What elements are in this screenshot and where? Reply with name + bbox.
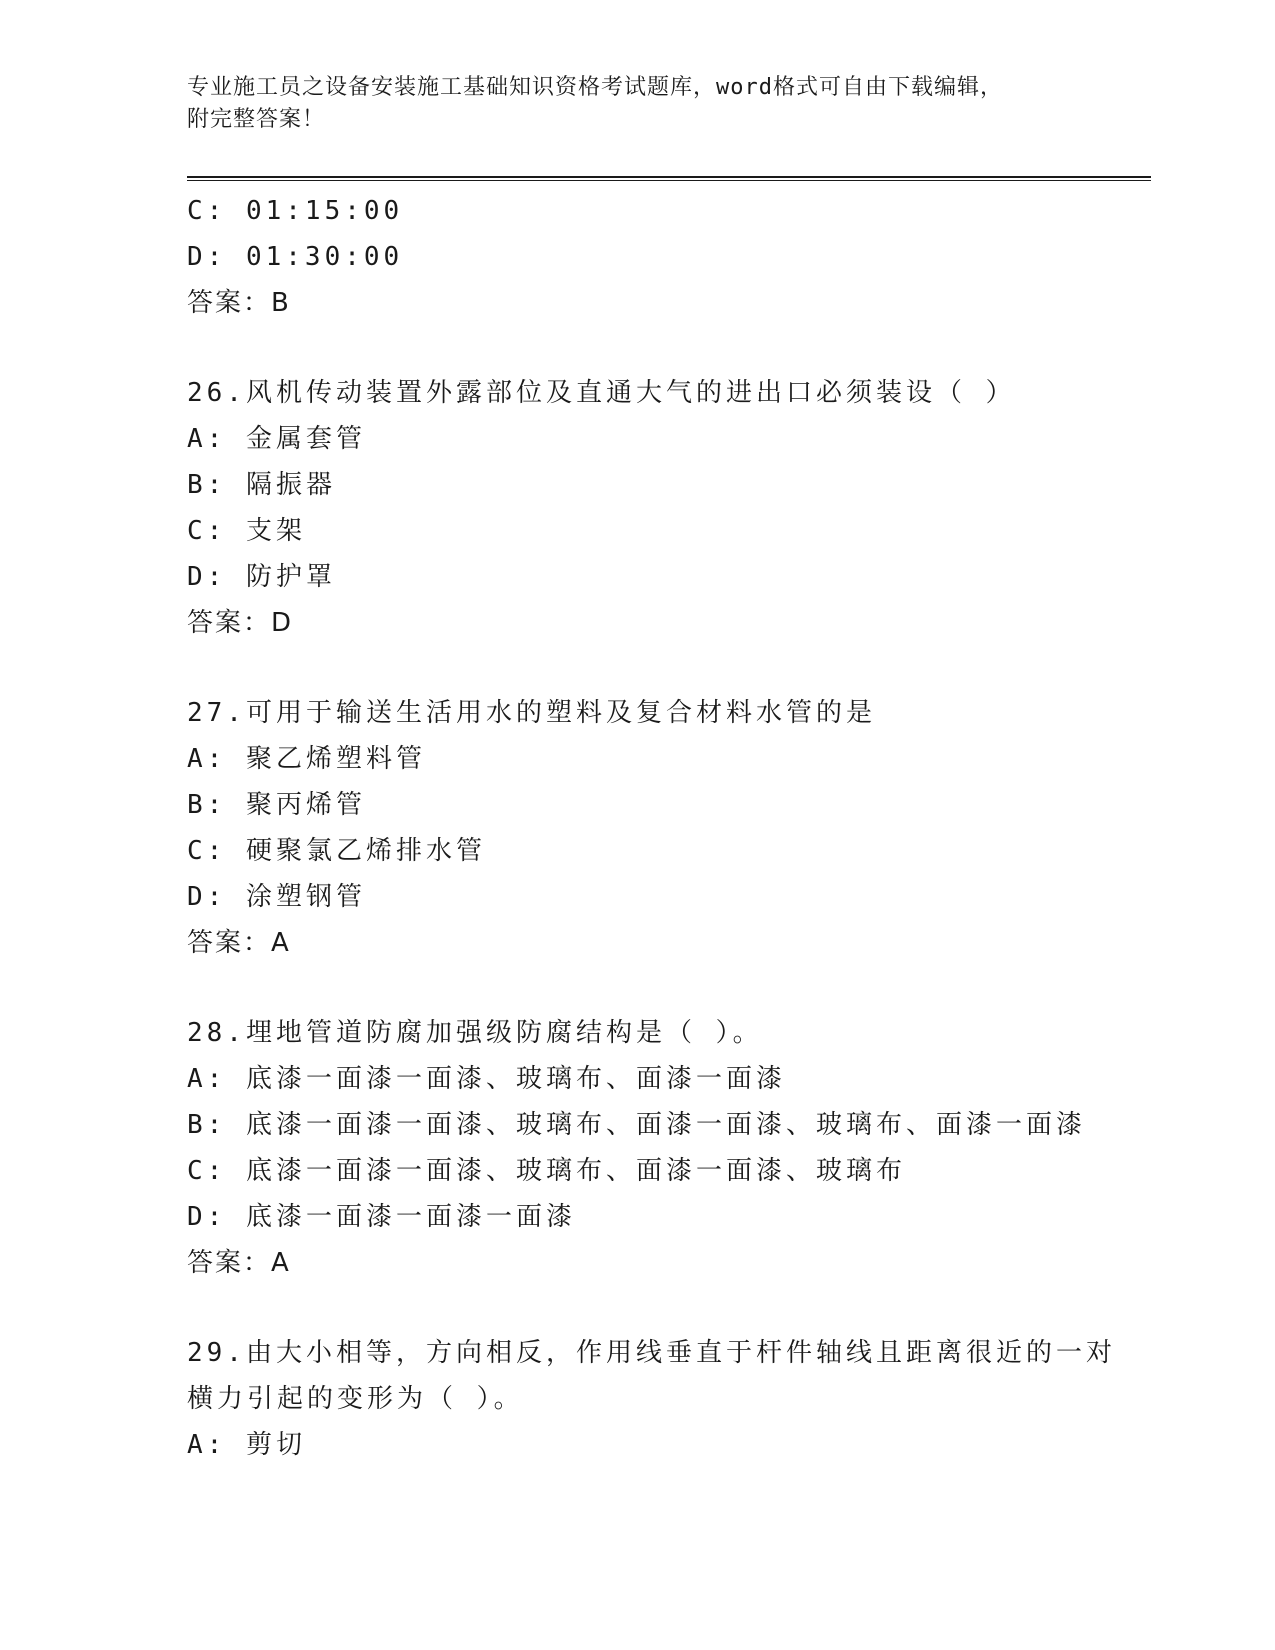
page-header <box>187 72 1087 136</box>
option-label: A: <box>187 1430 227 1460</box>
option-label: A: <box>187 744 227 774</box>
option-label: A: <box>187 1064 227 1094</box>
header-title-line1: 专业施工员之设备安装施工基础知识资格考试题库，word格式可自由下载编辑， <box>187 75 1003 100</box>
option-a <box>187 736 1151 782</box>
question-27 <box>187 690 1151 966</box>
question-title-line1: 29.由大小相等，方向相反，作用线垂直于杆件轴线且距离很近的一对 <box>187 1338 1116 1368</box>
question-title: 27.可用于输送生活用水的塑料及复合材料水管的是 <box>187 698 876 728</box>
option-d <box>187 234 1151 280</box>
prev-question <box>187 188 1151 326</box>
option-d <box>187 554 1151 600</box>
answer: 答案：A <box>187 1248 291 1278</box>
question-title: 26.风机传动装置外露部位及直通大气的进出口必须装设（ ） <box>187 378 1016 408</box>
option-c <box>187 1148 1151 1194</box>
option-text: 隔振器 <box>245 470 336 500</box>
option-label: D: <box>187 242 227 272</box>
option-text: 防护罩 <box>245 562 336 592</box>
option-text: 剪切 <box>245 1430 306 1460</box>
option-d <box>187 1194 1151 1240</box>
option-label: D: <box>187 562 227 592</box>
option-b <box>187 462 1151 508</box>
question-26 <box>187 370 1151 646</box>
option-a <box>187 416 1151 462</box>
option-label: A: <box>187 424 227 454</box>
header-title-line2: 附完整答案！ <box>187 107 326 132</box>
option-text: 底漆一面漆一面漆一面漆 <box>245 1202 576 1232</box>
option-label: C: <box>187 836 227 866</box>
answer: 答案：D <box>187 608 294 638</box>
answer: 答案：A <box>187 928 291 958</box>
option-text: 01:15:00 <box>245 196 404 226</box>
option-text: 支架 <box>245 516 306 546</box>
option-text: 底漆一面漆一面漆、玻璃布、面漆一面漆、玻璃布、面漆一面漆 <box>245 1110 1086 1140</box>
option-label: C: <box>187 1156 227 1186</box>
option-text: 底漆一面漆一面漆、玻璃布、面漆一面漆、玻璃布 <box>245 1156 906 1186</box>
option-text: 聚丙烯管 <box>245 790 366 820</box>
option-a <box>187 1422 1151 1468</box>
option-text: 01:30:00 <box>245 242 404 272</box>
option-label: D: <box>187 882 227 912</box>
question-title-line2: 横力引起的变形为（ ）。 <box>187 1384 524 1414</box>
question-title: 28.埋地管道防腐加强级防腐结构是（ ）。 <box>187 1018 763 1048</box>
option-label: B: <box>187 470 227 500</box>
option-text: 硬聚氯乙烯排水管 <box>245 836 486 866</box>
option-b <box>187 1102 1151 1148</box>
option-text: 底漆一面漆一面漆、玻璃布、面漆一面漆 <box>245 1064 786 1094</box>
answer: 答案：B <box>187 288 291 318</box>
option-label: B: <box>187 790 227 820</box>
option-text: 金属套管 <box>245 424 366 454</box>
header-divider <box>187 176 1151 181</box>
option-text: 聚乙烯塑料管 <box>245 744 426 774</box>
option-d <box>187 874 1151 920</box>
option-label: C: <box>187 196 227 226</box>
option-b <box>187 782 1151 828</box>
option-a <box>187 1056 1151 1102</box>
option-text: 涂塑钢管 <box>245 882 366 912</box>
option-c <box>187 508 1151 554</box>
document-content <box>187 188 1151 1468</box>
option-c <box>187 188 1151 234</box>
option-c <box>187 828 1151 874</box>
option-label: D: <box>187 1202 227 1232</box>
option-label: C: <box>187 516 227 546</box>
option-label: B: <box>187 1110 227 1140</box>
question-28 <box>187 1010 1151 1286</box>
question-29 <box>187 1330 1151 1468</box>
